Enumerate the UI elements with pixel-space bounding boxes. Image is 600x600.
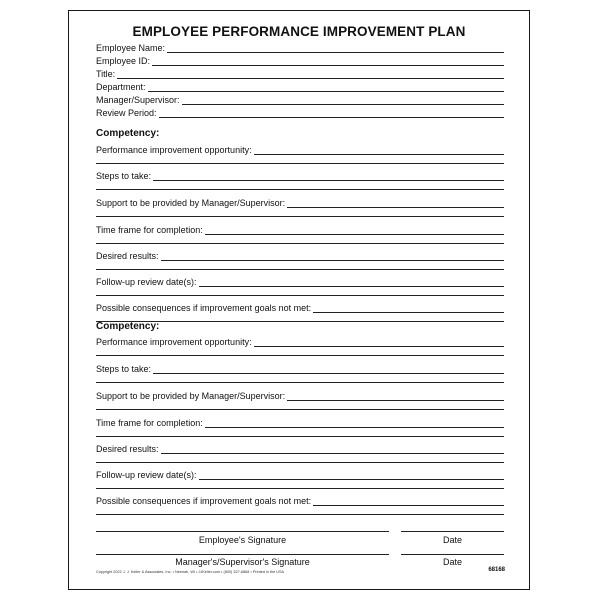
write-line[interactable] [96, 216, 504, 217]
prompt-label: Follow-up review date(s): [96, 277, 197, 287]
date-label: Date [442, 557, 462, 567]
employee-date-line[interactable] [401, 531, 504, 532]
form-number: 68168 [488, 567, 505, 573]
prompt-label: Time frame for completion: [96, 418, 203, 428]
prompt-label: Support to be provided by Manager/Supervisor: [96, 391, 286, 401]
prompt-support-provided[interactable] [96, 196, 504, 208]
field-label: Title: [96, 69, 116, 79]
field-title[interactable] [96, 67, 504, 79]
write-line[interactable] [153, 365, 504, 374]
write-line[interactable] [167, 44, 504, 53]
write-line[interactable] [287, 199, 504, 208]
write-line[interactable] [313, 304, 504, 313]
write-line[interactable] [161, 445, 504, 454]
section-heading: Competency: [96, 128, 160, 139]
write-line[interactable] [96, 462, 504, 463]
prompt-desired-results[interactable] [96, 249, 504, 261]
prompt-time-frame[interactable] [96, 223, 504, 235]
field-employee-id[interactable] [96, 54, 504, 66]
field-employee-name[interactable] [96, 41, 504, 53]
write-line[interactable] [199, 278, 504, 287]
field-department[interactable] [96, 80, 504, 92]
write-line[interactable] [96, 436, 504, 437]
write-line[interactable] [152, 57, 504, 66]
field-manager-supervisor[interactable] [96, 93, 504, 105]
field-label: Manager/Supervisor: [96, 95, 180, 105]
write-line[interactable] [205, 226, 504, 235]
prompt-label: Performance improvement opportunity: [96, 337, 252, 347]
form-sheet [68, 10, 530, 590]
prompt-label: Time frame for completion: [96, 225, 203, 235]
write-line[interactable] [199, 471, 504, 480]
prompt-label: Steps to take: [96, 364, 152, 374]
prompt-improvement-opportunity[interactable] [96, 143, 504, 155]
prompt-label: Performance improvement opportunity: [96, 145, 252, 155]
write-line[interactable] [254, 338, 504, 347]
write-line[interactable] [96, 243, 504, 244]
date-label: Date [442, 535, 462, 545]
prompt-desired-results[interactable] [96, 442, 504, 454]
prompt-improvement-opportunity[interactable] [96, 335, 504, 347]
prompt-label: Follow-up review date(s): [96, 470, 197, 480]
prompt-label: Support to be provided by Manager/Supervisor: [96, 198, 286, 208]
write-line[interactable] [148, 83, 504, 92]
prompt-label: Possible consequences if improvement goals not met: [96, 303, 312, 313]
prompt-label: Desired results: [96, 444, 159, 454]
write-line[interactable] [96, 382, 504, 383]
write-line[interactable] [313, 497, 504, 506]
prompt-possible-consequences[interactable] [96, 301, 504, 313]
write-line[interactable] [96, 189, 504, 190]
write-line[interactable] [182, 96, 504, 105]
manager-signature-label: Manager's/Supervisor's Signature [175, 557, 310, 567]
write-line[interactable] [161, 252, 504, 261]
field-label: Department: [96, 82, 146, 92]
prompt-time-frame[interactable] [96, 416, 504, 428]
write-line[interactable] [254, 146, 504, 155]
prompt-follow-up-dates[interactable] [96, 468, 504, 480]
write-line[interactable] [96, 269, 504, 270]
manager-signature-line[interactable] [96, 554, 389, 555]
write-line[interactable] [96, 295, 504, 296]
field-label: Review Period: [96, 108, 157, 118]
write-line[interactable] [117, 70, 504, 79]
field-label: Employee Name: [96, 43, 166, 53]
employee-signature-line[interactable] [96, 531, 389, 532]
form-title: EMPLOYEE PERFORMANCE IMPROVEMENT PLAN [132, 24, 466, 39]
write-line[interactable] [96, 488, 504, 489]
write-line[interactable] [96, 514, 504, 515]
prompt-possible-consequences[interactable] [96, 494, 504, 506]
manager-date-line[interactable] [401, 554, 504, 555]
section-heading: Competency: [96, 321, 160, 332]
write-line[interactable] [96, 409, 504, 410]
copyright-notice: Copyright 2022 J. J. Keller & Associates, Inc. • Neenah, WI • JJKeller.com • (800) 327-6868 • Printed in the USA [96, 570, 285, 574]
write-line[interactable] [153, 172, 504, 181]
write-line[interactable] [205, 419, 504, 428]
write-line[interactable] [96, 163, 504, 164]
write-line[interactable] [96, 355, 504, 356]
prompt-label: Possible consequences if improvement goals not met: [96, 496, 312, 506]
prompt-steps-to-take[interactable] [96, 362, 504, 374]
prompt-label: Steps to take: [96, 171, 152, 181]
field-review-period[interactable] [96, 106, 504, 118]
write-line[interactable] [287, 392, 504, 401]
prompt-label: Desired results: [96, 251, 159, 261]
write-line[interactable] [159, 109, 504, 118]
prompt-follow-up-dates[interactable] [96, 275, 504, 287]
field-label: Employee ID: [96, 56, 151, 66]
employee-signature-label: Employee's Signature [198, 535, 287, 545]
prompt-support-provided[interactable] [96, 389, 504, 401]
prompt-steps-to-take[interactable] [96, 169, 504, 181]
